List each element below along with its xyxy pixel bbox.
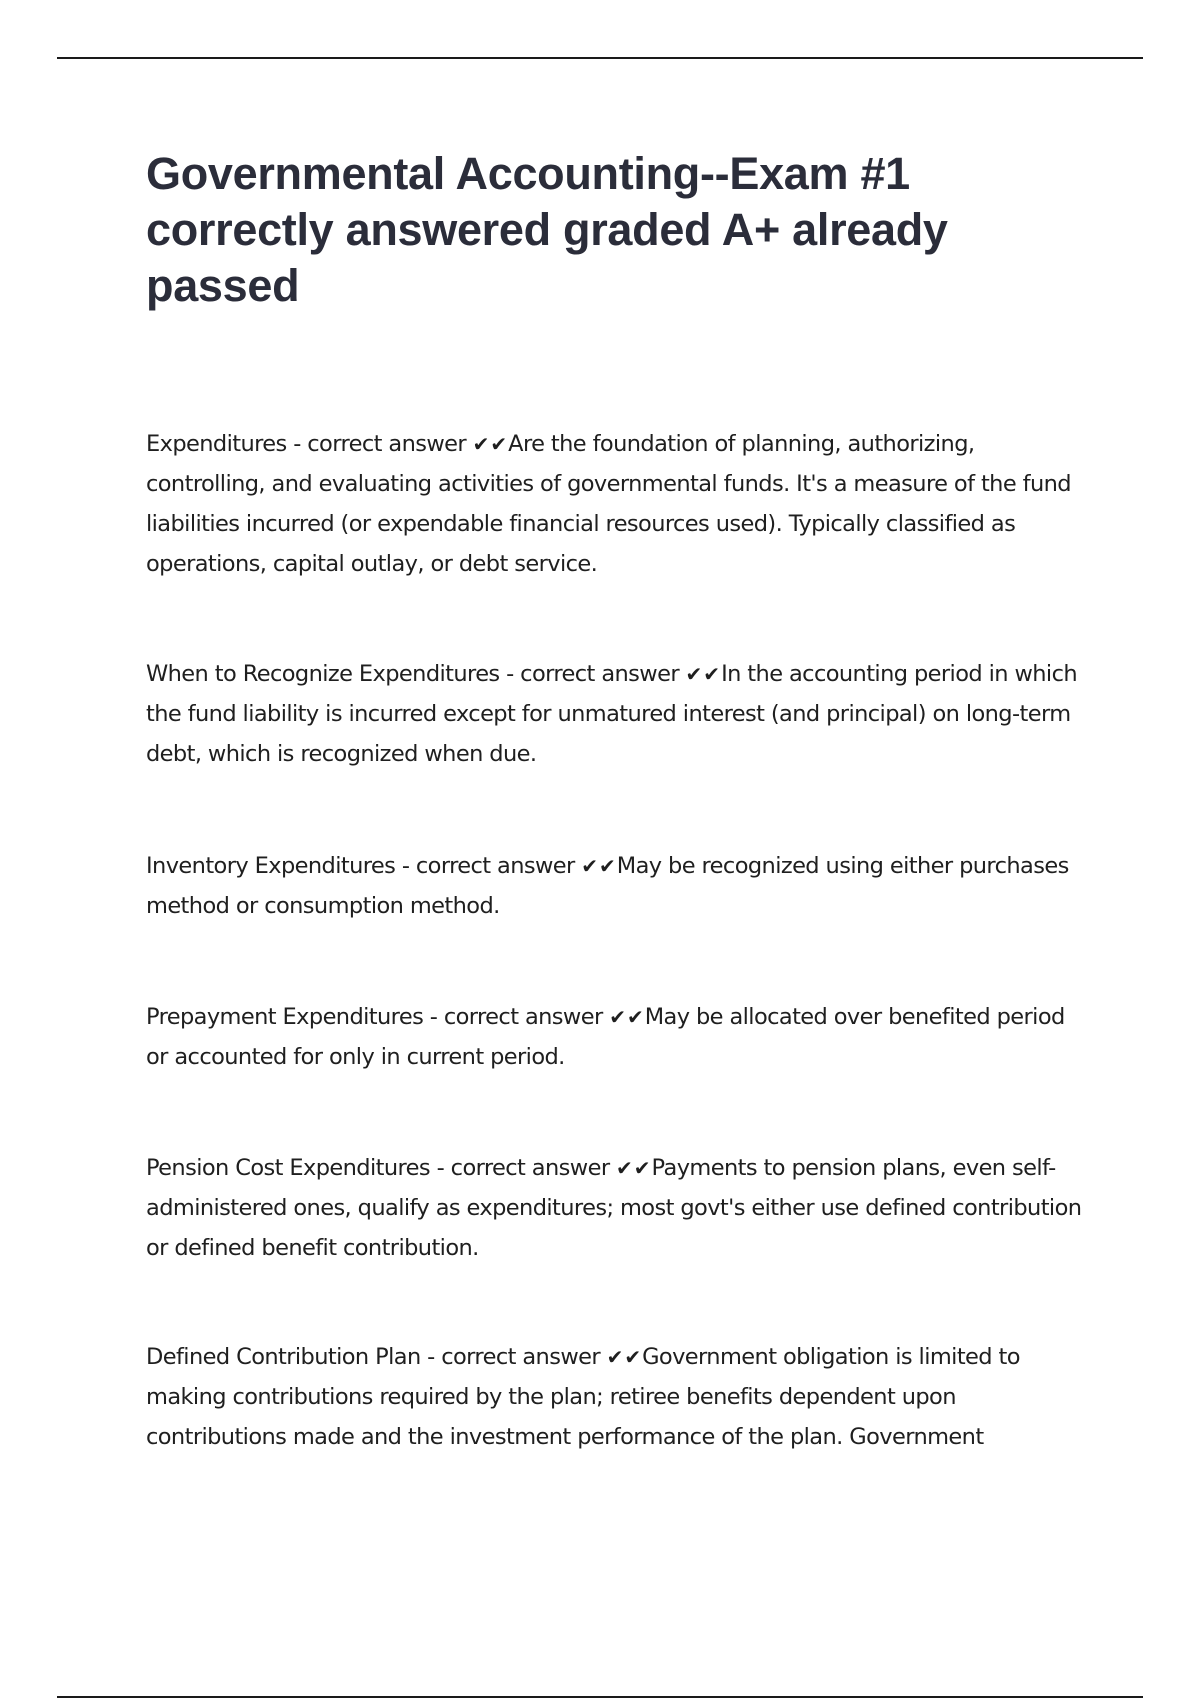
answer-text: Are the foundation of planning, authorizing, controlling, and evaluating activities of governmental funds. It's a measure of the fund liabilities incurred (or expendable financial resources used). Typically classified as operations, capital outlay, or debt service.	[146, 431, 1071, 577]
bottom-rule	[57, 1696, 1143, 1698]
answer-text: In the accounting period in which the fund liability is incurred except for unmatured interest (and principal) on long-term debt, which is recognized when due.	[146, 661, 1078, 767]
question-term: Expenditures - correct answer	[146, 431, 473, 457]
document-title: Governmental Accounting--Exam #1 correctly answered graded A+ already passed	[146, 148, 948, 311]
qa-item	[146, 424, 1086, 584]
qa-item	[146, 997, 1086, 1077]
question-term: Inventory Expenditures - correct answer	[146, 853, 582, 879]
answer-text: Payments to pension plans, even self-administered ones, qualify as expenditures; most govt's either use defined contribution or defined benefit contribution.	[146, 1155, 1082, 1261]
double-check-icon: ✔✔	[685, 662, 722, 686]
qa-item	[146, 846, 1086, 926]
double-check-icon: ✔✔	[581, 854, 617, 878]
answer-text: May be allocated over benefited period or accounted for only in current period.	[146, 1004, 1065, 1070]
double-check-icon: ✔✔	[606, 1345, 643, 1369]
top-rule	[57, 57, 1143, 59]
double-check-icon: ✔✔	[616, 1156, 652, 1180]
qa-item	[146, 1337, 1086, 1457]
qa-item	[146, 654, 1086, 774]
question-term: Pension Cost Expenditures - correct answer	[146, 1155, 617, 1181]
question-term: Defined Contribution Plan - correct answer	[146, 1344, 607, 1370]
question-term: When to Recognize Expenditures - correct answer	[146, 661, 686, 687]
qa-item	[146, 1148, 1086, 1268]
double-check-icon: ✔✔	[609, 1005, 645, 1029]
answer-text: Government obligation is limited to making contributions required by the plan; retiree benefits dependent upon contributions made and the investment performance of the plan. Government	[146, 1344, 1020, 1450]
double-check-icon: ✔✔	[472, 432, 509, 456]
answer-text: May be recognized using either purchases method or consumption method.	[146, 853, 1069, 919]
question-term: Prepayment Expenditures - correct answer	[146, 1004, 610, 1030]
